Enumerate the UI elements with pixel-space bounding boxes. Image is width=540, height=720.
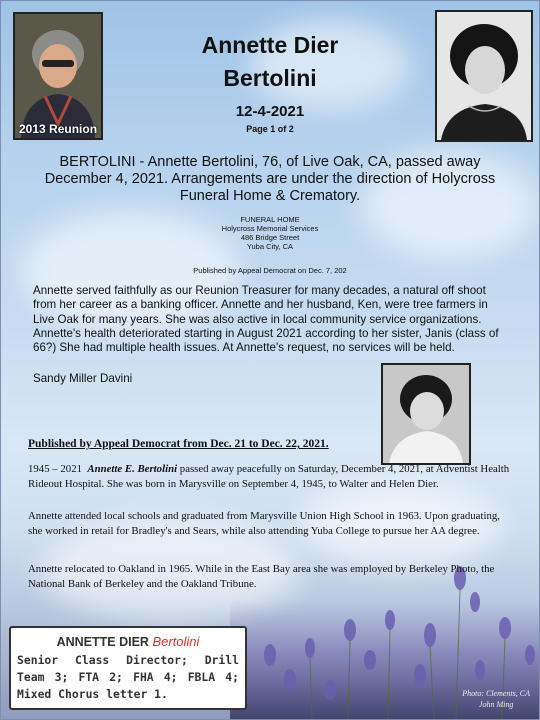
yearbook-maiden-name: ANNETTE DIER [56, 635, 149, 649]
page-indicator: Page 1 of 2 [246, 124, 294, 134]
death-notice-lead: BERTOLINI - Annette Bertolini, 76, of Live Oak, CA, passed away December 4, 2021. Arrangements are under the direction of Holycross Funeral Home & Crematory. [44, 154, 496, 204]
obituary-years: 1945 – 2021 [28, 463, 82, 475]
funeral-home-city: Yuba City, CA [246, 242, 294, 251]
name-line-2: Bertolini [223, 65, 317, 91]
yearbook-activities: Senior Class Director; Drill Team 3; FTA 2; FHA 4; FBLA 4; Mixed Chorus letter 1. [17, 653, 239, 701]
obituary-date: 12-4-2021 [235, 103, 305, 120]
obituary-heading: Published by Appeal Democrat from Dec. 21 to Dec. 22, 2021. [28, 438, 329, 450]
funeral-home-name: Holycross Memorial Services [221, 224, 319, 233]
tribute-paragraph: Annette served faithfully as our Reunion Treasurer for many decades, a natural off shoot from her career as a banking officer. Annette and her husband, Ken, were tree farmers in Live Oak for many years. She was also active in local community service organizations. Annette's health deteriorated starting in August 2021 according to her sister, Janis (class of 66?) She had multiple health issues. At Annette's request, no services will be held. [33, 284, 499, 355]
yearbook-married-name: Bertolini [152, 634, 200, 649]
obituary-full-name: Annette E. Bertolini [87, 463, 178, 475]
photo-credit-line-2: John Ming [478, 700, 514, 709]
yearbook-name [11, 634, 245, 649]
name-line-1: Annette Dier [201, 32, 339, 58]
obituary-paragraph-2: Annette attended local schools and graduated from Marysville Union High School in 1963. Upon graduating, she worked in retail for Bradley's and Sears, while also attending Yuba College to pursue her AA degree. [28, 510, 500, 537]
funeral-home-street: 486 Bridge Street [240, 233, 300, 242]
funeral-home-label: FUNERAL HOME [240, 215, 300, 224]
obituary-paragraph-3: Annette relocated to Oakland in 1965. While in the East Bay area she was employed by Berkeley Photo, the National Bank of Berkeley and the Oakland Tribune. [28, 563, 495, 590]
photo-credit-line-1: Photo: Clements, CA [462, 689, 530, 698]
portrait-photo [381, 363, 471, 465]
obituary-paragraph-1 [28, 462, 516, 492]
funeral-home-block [0, 215, 540, 251]
obituary-paragraph-1-text: passed away peacefully on Saturday, December 4, 2021, at Adventist Health Rideout Hospital. She was born in Marysville on September 4, 1945, to Walter and Helen Dier. [28, 463, 510, 490]
photo-credit [462, 688, 530, 710]
published-note: Published by Appeal Democrat on Dec. 7, 202 [193, 266, 347, 275]
reunion-caption: 2013 Reunion [19, 122, 98, 136]
tribute-signature: Sandy Miller Davini [33, 372, 133, 385]
yearbook-entry-card [9, 626, 247, 710]
